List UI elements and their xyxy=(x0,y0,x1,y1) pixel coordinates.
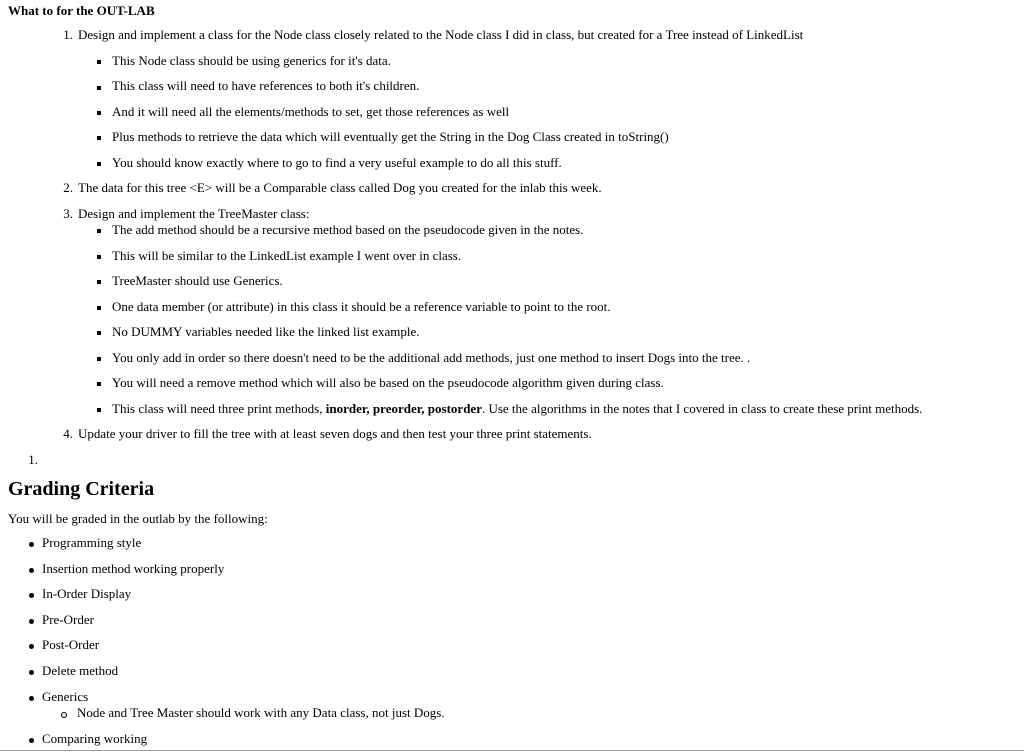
trailing-number: 1. xyxy=(28,452,38,467)
item-1-bullet-4: Plus methods to retrieve the data which will eventually get the String in the Dog Class created in toString() xyxy=(112,129,669,144)
disc-bullet-icon xyxy=(29,593,34,598)
grading-item-4: Pre-Order xyxy=(42,612,94,627)
item-1-bullet-3: And it will need all the elements/methods to set, get those references as well xyxy=(112,104,510,119)
grading-heading: Grading Criteria xyxy=(8,478,155,500)
item-2-number: 2. xyxy=(63,180,73,195)
grading-item-7: Generics xyxy=(42,689,89,704)
item-3-bullet-4: One data member (or attribute) in this class it should be a reference variable to point to the root. xyxy=(112,299,611,314)
item-1-bullet-2: This class will need to have references to both it's children. xyxy=(112,78,420,93)
item-3-bullet-8 xyxy=(112,401,922,417)
grading-item-3: In-Order Display xyxy=(42,586,132,601)
outlab-title: What to for the OUT-LAB xyxy=(8,3,155,18)
disc-bullet-icon xyxy=(29,619,34,624)
square-bullet-icon xyxy=(97,357,101,361)
print-bullet-post: . Use the algorithms in the notes that I covered in class to create these print methods. xyxy=(481,401,923,416)
square-bullet-icon xyxy=(97,255,101,259)
item-1-bullet-5: You should know exactly where to go to find a very useful example to do all this stuff. xyxy=(112,155,562,170)
item-3-bullet-7: You will need a remove method which will also be based on the pseudocode algorithm given during class. xyxy=(112,375,664,390)
item-3-bullet-1: The add method should be a recursive method based on the pseudocode given in the notes. xyxy=(112,222,584,237)
item-1-bullet-1: This Node class should be using generics for it's data. xyxy=(112,53,391,68)
item-3-bullet-5: No DUMMY variables needed like the linked list example. xyxy=(112,324,420,339)
grading-item-5: Post-Order xyxy=(42,637,100,652)
square-bullet-icon xyxy=(97,408,101,412)
square-bullet-icon xyxy=(97,229,101,233)
grading-intro: You will be graded in the outlab by the following: xyxy=(8,511,268,526)
item-4-number: 4. xyxy=(63,426,73,441)
disc-bullet-icon xyxy=(29,568,34,573)
print-bullet-pre: This class will need three print methods, xyxy=(112,401,326,416)
item-1-number: 1. xyxy=(63,27,73,42)
disc-bullet-icon xyxy=(29,696,34,701)
grading-item-6: Delete method xyxy=(42,663,119,678)
disc-bullet-icon xyxy=(29,738,34,743)
bottom-divider xyxy=(0,750,1024,751)
square-bullet-icon xyxy=(97,331,101,335)
grading-item-2: Insertion method working properly xyxy=(42,561,225,576)
disc-bullet-icon xyxy=(29,542,34,547)
square-bullet-icon xyxy=(97,136,101,140)
disc-bullet-icon xyxy=(29,644,34,649)
grading-item-8: Comparing working xyxy=(42,731,148,746)
square-bullet-icon xyxy=(97,162,101,166)
square-bullet-icon xyxy=(97,306,101,310)
item-3-bullet-3: TreeMaster should use Generics. xyxy=(112,273,283,288)
circle-bullet-icon xyxy=(61,712,67,718)
square-bullet-icon xyxy=(97,382,101,386)
item-3-number: 3. xyxy=(63,206,73,221)
square-bullet-icon xyxy=(97,111,101,115)
item-3-bullet-6: You only add in order so there doesn't need to be the additional add methods, just one method to insert Dogs into the tree. . xyxy=(112,350,751,365)
item-3-bullet-2: This will be similar to the LinkedList example I went over in class. xyxy=(112,248,462,263)
disc-bullet-icon xyxy=(29,670,34,675)
print-bullet-bold: inorder, preorder, postorder xyxy=(325,401,482,416)
square-bullet-icon xyxy=(97,60,101,64)
item-3-text: Design and implement the TreeMaster class: xyxy=(78,206,310,221)
square-bullet-icon xyxy=(97,280,101,284)
grading-item-1: Programming style xyxy=(42,535,142,550)
grading-generics-sub: Node and Tree Master should work with any Data class, not just Dogs. xyxy=(77,705,445,720)
item-1-text: Design and implement a class for the Node class closely related to the Node class I did in class, but created for a Tree instead of LinkedList xyxy=(78,27,804,42)
item-2-text: The data for this tree <E> will be a Comparable class called Dog you created for the inlab this week. xyxy=(78,180,602,195)
item-4-text: Update your driver to fill the tree with at least seven dogs and then test your three print statements. xyxy=(78,426,592,441)
square-bullet-icon xyxy=(97,86,101,90)
